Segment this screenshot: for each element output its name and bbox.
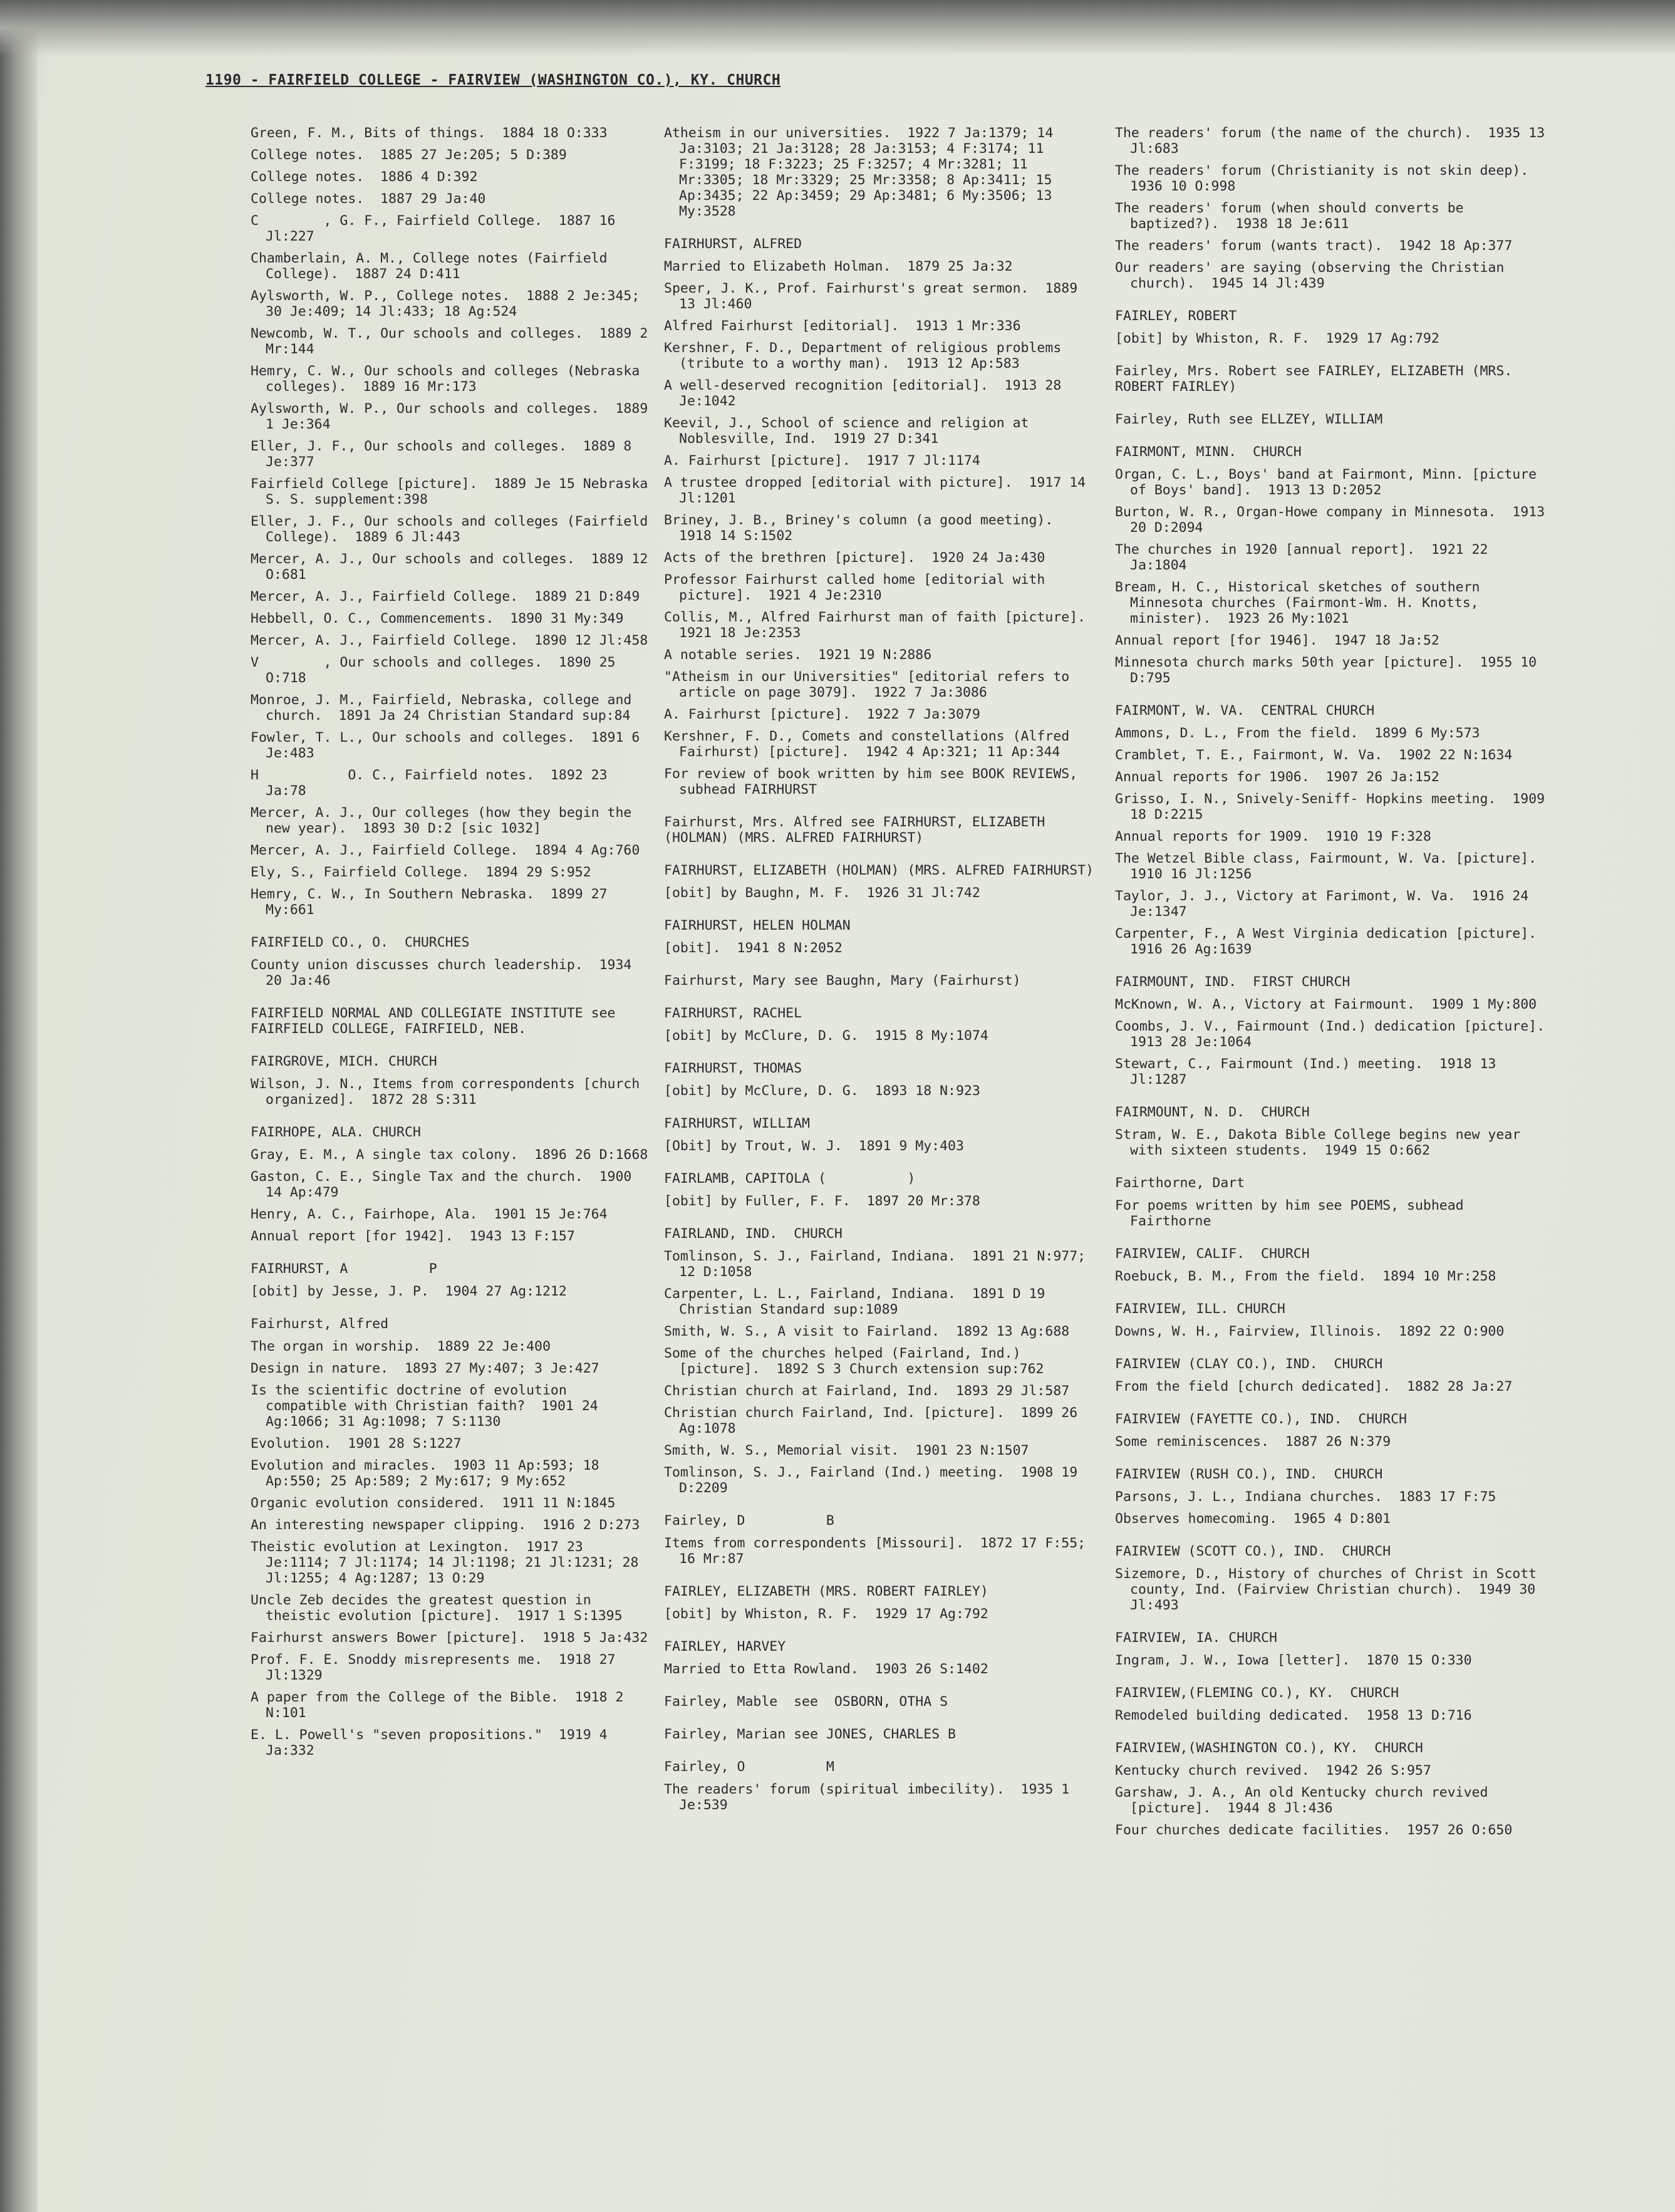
index-entry: [obit] by Whiston, R. F. 1929 17 Ag:792 (664, 1606, 988, 1622)
index-entry: Items from correspondents [Missouri]. 1872 17 F:55; 16 Mr:87 (664, 1535, 1094, 1567)
index-heading: Fairley, Ruth see ELLZEY, WILLIAM (1115, 412, 1383, 427)
index-entry: Four churches dedicate facilities. 1957 26 O:650 (1115, 1822, 1513, 1838)
index-heading: FAIRLEY, ROBERT (1115, 308, 1237, 324)
index-section (1115, 1175, 1547, 1229)
index-entry: E. L. Powell's "seven propositions." 1919 4 Ja:332 (251, 1727, 616, 1758)
index-column-3 (1115, 125, 1561, 1838)
index-entry: Design in nature. 1893 27 My:407; 3 Je:427 (251, 1361, 599, 1376)
index-entry: Mercer, A. J., Fairfield College. 1894 4 Ag:760 (251, 843, 640, 858)
index-heading: FAIRHURST, ELIZABETH (HOLMAN) (MRS. ALFRED FAIRHURST) (664, 863, 1094, 878)
index-heading: FAIRFIELD NORMAL AND COLLEGIATE INSTITUTE see FAIRFIELD COLLEGE, FAIRFIELD, NEB. (251, 1005, 624, 1037)
index-entry: Annual reports for 1909. 1910 19 F:328 (1115, 829, 1431, 844)
index-entry: Parsons, J. L., Indiana churches. 1883 17 F:75 (1115, 1489, 1496, 1505)
index-section (664, 1694, 1096, 1710)
index-entry: College notes. 1885 27 Je:205; 5 D:389 (251, 147, 567, 163)
index-entry: Hemry, C. W., Our schools and colleges (Nebraska colleges). 1889 16 Mr:173 (251, 363, 648, 395)
index-entry: Ely, S., Fairfield College. 1894 29 S:952 (251, 865, 591, 880)
index-entry: Annual report [for 1942]. 1943 13 F:157 (251, 1228, 575, 1244)
index-column-2 (664, 125, 1102, 1813)
index-entry: [obit] by Baughn, M. F. 1926 31 Jl:742 (664, 885, 980, 901)
index-heading: FAIRMOUNT, IND. FIRST CHURCH (1115, 974, 1351, 990)
index-entry: Kershner, F. D., Department of religious problems (tribute to a worthy man). 1913 12 Ap:583 (664, 340, 1070, 371)
index-entry: Mercer, A. J., Fairfield College. 1890 12 Jl:458 (251, 633, 648, 648)
index-heading: FAIRVIEW, CALIF. CHURCH (1115, 1246, 1310, 1262)
index-entry: Chamberlain, A. M., College notes (Fairfield College). 1887 24 D:411 (251, 251, 616, 282)
index-section (664, 1639, 1096, 1677)
index-entry: Wilson, J. N., Items from correspondents [church organized]. 1872 28 S:311 (251, 1076, 648, 1108)
index-section (1115, 1544, 1547, 1613)
index-entry: A well-deserved recognition [editorial]. 1913 28 Je:1042 (664, 378, 1070, 409)
index-section (1115, 974, 1561, 1088)
index-entry: Prof. F. E. Snoddy misrepresents me. 1918 27 Jl:1329 (251, 1652, 624, 1683)
index-heading: FAIRLEY, ELIZABETH (MRS. ROBERT FAIRLEY) (664, 1584, 988, 1599)
index-entry: Evolution and miracles. 1903 11 Ap:593; 18 Ap:550; 25 Ap:589; 2 My:617; 9 My:652 (251, 1458, 608, 1489)
index-entry: [obit]. 1941 8 N:2052 (664, 940, 843, 956)
index-section (251, 1261, 651, 1299)
index-entry: Annual reports for 1906. 1907 26 Ja:152 (1115, 769, 1439, 785)
index-section (664, 125, 1096, 219)
index-entry: A. Fairhurst [picture]. 1917 7 Jl:1174 (664, 453, 980, 469)
index-heading: FAIRLAMB, CAPITOLA ( ) (664, 1171, 916, 1186)
index-section (1115, 1467, 1547, 1527)
index-heading: FAIRVIEW,(WASHINGTON CO.), KY. CHURCH (1115, 1740, 1423, 1756)
index-section (1115, 1630, 1547, 1668)
index-entry: Kentucky church revived. 1942 26 S:957 (1115, 1763, 1431, 1778)
index-entry: Eller, J. F., Our schools and colleges. 1889 8 Je:377 (251, 439, 640, 470)
index-section (1115, 703, 1553, 957)
index-entry: Stram, W. E., Dakota Bible College begins new year with sixteen students. 1949 15 O:662 (1115, 1127, 1529, 1158)
index-entry: Speer, J. K., Prof. Fairhurst's great sermon. 1889 13 Jl:460 (664, 281, 1086, 312)
index-entry: Married to Elizabeth Holman. 1879 25 Ja:32 (664, 259, 1013, 274)
index-section (664, 1584, 1096, 1622)
index-heading: Fairthorne, Dart (1115, 1175, 1245, 1191)
index-section (664, 1171, 1096, 1209)
index-entry: Mercer, A. J., Our schools and colleges. 1889 12 O:681 (251, 551, 656, 583)
index-entry: Downs, W. H., Fairview, Illinois. 1892 22 O:900 (1115, 1324, 1505, 1339)
index-entry: Bream, H. C., Historical sketches of southern Minnesota churches (Fairmont-Wm. H. Knotts, minister). 1923 26 My:1021 (1115, 579, 1488, 626)
index-heading: FAIRVIEW (FAYETTE CO.), IND. CHURCH (1115, 1411, 1407, 1427)
index-entry: Carpenter, F., A West Virginia dedication [picture]. 1916 26 Ag:1639 (1115, 926, 1553, 957)
index-entry: Coombs, J. V., Fairmount (Ind.) dedication [picture]. 1913 28 Je:1064 (1115, 1019, 1561, 1050)
index-entry: Remodeled building dedicated. 1958 13 D:716 (1115, 1708, 1472, 1723)
index-section (251, 1124, 651, 1244)
index-section (1115, 308, 1547, 346)
index-section (664, 1061, 1096, 1099)
index-entry: Kershner, F. D., Comets and constellations (Alfred Fairhurst) [picture]. 1942 4 Ap:321; 11 Ap:344 (664, 729, 1078, 760)
index-section (664, 1759, 1096, 1813)
index-entry: Garshaw, J. A., An old Kentucky church revived [picture]. 1944 8 Jl:436 (1115, 1785, 1496, 1816)
index-heading: FAIRHURST, HELEN HOLMAN (664, 918, 851, 933)
index-section (1115, 412, 1547, 427)
index-heading: FAIRHOPE, ALA. CHURCH (251, 1124, 421, 1140)
index-section (664, 814, 1096, 846)
index-entry: Ammons, D. L., From the field. 1899 6 My:573 (1115, 725, 1480, 741)
index-section (664, 1513, 1096, 1567)
index-section (1115, 1685, 1547, 1723)
index-heading: FAIRMONT, MINN. CHURCH (1115, 444, 1302, 460)
index-entry: For poems written by him see POEMS, subhead Fairthorne (1115, 1198, 1472, 1229)
index-entry: A trustee dropped [editorial with picture]. 1917 14 Jl:1201 (664, 475, 1094, 506)
index-heading: FAIRHURST, THOMAS (664, 1061, 802, 1076)
index-heading: FAIRGROVE, MICH. CHURCH (251, 1054, 437, 1069)
index-entry: Some of the churches helped (Fairland, Ind.) [picture]. 1892 S 3 Church extension sup:762 (664, 1346, 1044, 1377)
index-entry: Is the scientific doctrine of evolution compatible with Christian faith? 1901 24 Ag:1066; 31 Ag:1098; 7 S:1130 (251, 1383, 606, 1430)
index-entry: [obit] by McClure, D. G. 1893 18 N:923 (664, 1083, 980, 1099)
index-entry: Married to Etta Rowland. 1903 26 S:1402 (664, 1661, 988, 1677)
index-heading: FAIRVIEW (SCOTT CO.), IND. CHURCH (1115, 1544, 1391, 1559)
index-entry: Organic evolution considered. 1911 11 N:1845 (251, 1495, 616, 1511)
index-entry: Annual report [for 1946]. 1947 18 Ja:52 (1115, 633, 1439, 648)
index-entry: The readers' forum (Christianity is not skin deep). 1936 10 O:998 (1115, 163, 1545, 194)
index-entry: Mercer, A. J., Fairfield College. 1889 21 D:849 (251, 589, 640, 605)
index-heading: FAIRLEY, HARVEY (664, 1639, 786, 1654)
index-heading: Fairhurst, Mrs. Alfred see FAIRHURST, ELIZABETH (HOLMAN) (MRS. ALFRED FAIRHURST) (664, 814, 1054, 846)
index-entry: Newcomb, W. T., Our schools and colleges. 1889 2 Mr:144 (251, 326, 656, 357)
index-section (664, 1226, 1096, 1496)
index-heading: FAIRHURST, A P (251, 1261, 437, 1277)
index-heading: Fairley, D B (664, 1513, 834, 1529)
index-entry: Smith, W. S., A visit to Fairland. 1892 13 Ag:688 (664, 1324, 1070, 1339)
index-heading: Fairhurst, Alfred (251, 1316, 389, 1332)
index-section (1115, 125, 1553, 291)
index-heading: FAIRVIEW (CLAY CO.), IND. CHURCH (1115, 1356, 1383, 1372)
index-entry: H O. C., Fairfield notes. 1892 23 Ja:78 (251, 767, 616, 799)
index-entry: Fowler, T. L., Our schools and colleges. 1891 6 Je:483 (251, 730, 648, 761)
index-entry: The readers' forum (the name of the church). 1935 13 Jl:683 (1115, 125, 1553, 157)
index-entry: Taylor, J. J., Victory at Farimont, W. Va. 1916 24 Je:1347 (1115, 888, 1537, 920)
index-heading: Fairhurst, Mary see Baughn, Mary (Fairhurst) (664, 973, 1021, 989)
index-entry: Monroe, J. M., Fairfield, Nebraska, college and church. 1891 Ja 24 Christian Standard sup:84 (251, 692, 640, 724)
index-entry: Christian church Fairland, Ind. [picture]. 1899 26 Ag:1078 (664, 1405, 1086, 1436)
index-entry: "Atheism in our Universities" [editorial refers to article on page 3079]. 1922 7 Ja:3086 (664, 669, 1078, 700)
index-entry: Fairhurst answers Bower [picture]. 1918 5 Ja:432 (251, 1630, 648, 1646)
index-entry: Tomlinson, S. J., Fairland, Indiana. 1891 21 N:977; 12 D:1058 (664, 1249, 1094, 1280)
index-section (1115, 444, 1553, 686)
index-entry: The churches in 1920 [annual report]. 1921 22 Ja:1804 (1115, 542, 1496, 573)
index-heading: FAIRHURST, WILLIAM (664, 1116, 810, 1131)
index-entry: Tomlinson, S. J., Fairland (Ind.) meeting. 1908 19 D:2209 (664, 1465, 1086, 1496)
index-entry: The readers' forum (wants tract). 1942 18 Ap:377 (1115, 238, 1513, 254)
index-heading: FAIRFIELD CO., O. CHURCHES (251, 935, 470, 950)
index-entry: Mercer, A. J., Our colleges (how they begin the new year). 1893 30 D:2 [sic 1032] (251, 805, 640, 836)
index-entry: Henry, A. C., Fairhope, Ala. 1901 15 Je:764 (251, 1207, 608, 1222)
index-entry: County union discusses church leadership. 1934 20 Ja:46 (251, 957, 640, 989)
index-entry: Keevil, J., School of science and religion at Noblesville, Ind. 1919 27 D:341 (664, 415, 1037, 447)
index-entry: Stewart, C., Fairmount (Ind.) meeting. 1918 13 Jl:1287 (1115, 1056, 1505, 1088)
index-entry: [obit] by Whiston, R. F. 1929 17 Ag:792 (1115, 331, 1439, 346)
index-section (251, 125, 656, 918)
index-entry: [obit] by McClure, D. G. 1915 8 My:1074 (664, 1028, 988, 1044)
index-heading: Fairley, O M (664, 1759, 834, 1775)
index-entry: Collis, M., Alfred Fairhurst man of faith [picture]. 1921 18 Je:2353 (664, 610, 1102, 641)
running-head: 1190 - FAIRFIELD COLLEGE - FAIRVIEW (WASHINGTON CO.), KY. CHURCH (205, 72, 781, 88)
index-entry: From the field [church dedicated]. 1882 28 Ja:27 (1115, 1379, 1513, 1394)
page-edge-shadow (0, 0, 38, 2212)
index-section (1115, 1356, 1547, 1394)
index-entry: The Wetzel Bible class, Fairmount, W. Va. [picture]. 1910 16 Jl:1256 (1115, 851, 1553, 882)
index-heading: FAIRHURST, ALFRED (664, 236, 802, 252)
index-section (1115, 1246, 1547, 1284)
index-entry: Aylsworth, W. P., Our schools and colleges. 1889 1 Je:364 (251, 401, 656, 432)
index-entry: [obit] by Jesse, J. P. 1904 27 Ag:1212 (251, 1284, 567, 1299)
index-column-1 (251, 125, 656, 1758)
index-section (664, 973, 1096, 989)
index-entry: V , Our schools and colleges. 1890 25 O:718 (251, 655, 624, 686)
index-heading: FAIRVIEW, ILL. CHURCH (1115, 1301, 1285, 1317)
index-entry: College notes. 1887 29 Ja:40 (251, 191, 486, 207)
index-entry: The organ in worship. 1889 22 Je:400 (251, 1339, 551, 1354)
index-entry: A notable series. 1921 19 N:2886 (664, 647, 932, 663)
index-entry: Christian church at Fairland, Ind. 1893 29 Jl:587 (664, 1383, 1070, 1399)
index-entry: Theistic evolution at Lexington. 1917 23 Je:1114; 7 Jl:1174; 14 Jl:1198; 21 Jl:1231; 28 Jl:1255; 4 Ag:1287; 13 O:29 (251, 1539, 647, 1586)
index-section (251, 1005, 651, 1037)
index-entry: Observes homecoming. 1965 4 D:801 (1115, 1511, 1391, 1527)
index-entry: Green, F. M., Bits of things. 1884 18 O:333 (251, 125, 608, 141)
index-entry: Roebuck, B. M., From the field. 1894 10 Mr:258 (1115, 1269, 1496, 1284)
index-section (251, 1054, 651, 1108)
index-entry: Burton, W. R., Organ-Howe company in Minnesota. 1913 20 D:2094 (1115, 504, 1553, 536)
index-entry: Smith, W. S., Memorial visit. 1901 23 N:1507 (664, 1443, 1029, 1458)
index-entry: A paper from the College of the Bible. 1918 2 N:101 (251, 1690, 632, 1721)
index-section (664, 1005, 1096, 1044)
index-entry: Gaston, C. E., Single Tax and the church. 1900 14 Ap:479 (251, 1169, 640, 1200)
index-section (1115, 1740, 1547, 1838)
index-entry: The readers' forum (spiritual imbecility). 1935 1 Je:539 (664, 1782, 1078, 1813)
index-entry: Minnesota church marks 50th year [picture]. 1955 10 D:795 (1115, 655, 1545, 686)
index-entry: For review of book written by him see BOOK REVIEWS, subhead FAIRHURST (664, 766, 1086, 797)
index-section (1115, 363, 1547, 395)
index-entry: College notes. 1886 4 D:392 (251, 169, 478, 185)
index-heading: FAIRVIEW (RUSH CO.), IND. CHURCH (1115, 1467, 1383, 1482)
index-heading: FAIRMOUNT, N. D. CHURCH (1115, 1104, 1310, 1120)
index-heading: FAIRVIEW, IA. CHURCH (1115, 1630, 1277, 1646)
index-heading: FAIRHURST, RACHEL (664, 1005, 802, 1021)
index-entry: [Obit] by Trout, W. J. 1891 9 My:403 (664, 1138, 964, 1154)
index-entry: Acts of the brethren [picture]. 1920 24 Ja:430 (664, 550, 1045, 566)
index-heading: FAIRVIEW,(FLEMING CO.), KY. CHURCH (1115, 1685, 1399, 1701)
index-entry: Evolution. 1901 28 S:1227 (251, 1436, 462, 1451)
index-section (1115, 1301, 1547, 1339)
index-section (664, 918, 1096, 956)
index-entry: Our readers' are saying (observing the Christian church). 1945 14 Jl:439 (1115, 260, 1513, 291)
index-section (251, 1316, 651, 1758)
index-entry: [obit] by Fuller, F. F. 1897 20 Mr:378 (664, 1193, 980, 1209)
index-entry: The readers' forum (when should converts be baptized?). 1938 18 Je:611 (1115, 200, 1472, 232)
index-heading: FAIRLAND, IND. CHURCH (664, 1226, 843, 1242)
index-section (1115, 1104, 1547, 1158)
index-entry: Sizemore, D., History of churches of Christ in Scott county, Ind. (Fairview Christian church). 1949 30 Jl:493 (1115, 1566, 1545, 1613)
index-entry: C , G. F., Fairfield College. 1887 16 Jl:227 (251, 213, 624, 244)
index-entry: Gray, E. M., A single tax colony. 1896 26 D:1668 (251, 1147, 648, 1163)
index-entry: Eller, J. F., Our schools and colleges (Fairfield College). 1889 6 Jl:443 (251, 514, 656, 545)
index-entry: Alfred Fairhurst [editorial]. 1913 1 Mr:336 (664, 318, 1021, 334)
index-entry: Professor Fairhurst called home [editorial with picture]. 1921 4 Je:2310 (664, 572, 1054, 603)
index-section (251, 935, 651, 989)
index-entry: An interesting newspaper clipping. 1916 2 D:273 (251, 1517, 640, 1533)
index-entry: Uncle Zeb decides the greatest question in theistic evolution [picture]. 1917 1 S:1395 (251, 1592, 623, 1624)
index-entry: A. Fairhurst [picture]. 1922 7 Ja:3079 (664, 707, 980, 722)
index-section (664, 1116, 1096, 1154)
index-entry: Cramblet, T. E., Fairmont, W. Va. 1902 22 N:1634 (1115, 747, 1513, 763)
index-section (664, 863, 1096, 901)
index-entry: Organ, C. L., Boys' band at Fairmont, Minn. [picture of Boys' band]. 1913 13 D:2052 (1115, 467, 1545, 498)
index-heading: FAIRMONT, W. VA. CENTRAL CHURCH (1115, 703, 1375, 719)
index-entry: Grisso, I. N., Snively-Seniff- Hopkins meeting. 1909 18 D:2215 (1115, 791, 1553, 823)
top-edge-shadow (0, 0, 1675, 56)
index-entry: Briney, J. B., Briney's column (a good meeting). 1918 14 S:1502 (664, 512, 1070, 544)
index-entry: Ingram, J. W., Iowa [letter]. 1870 15 O:330 (1115, 1653, 1472, 1668)
index-entry: Carpenter, L. L., Fairland, Indiana. 1891 D 19 Christian Standard sup:1089 (664, 1286, 1054, 1317)
index-heading: Fairley, Marian see JONES, CHARLES B (664, 1727, 956, 1742)
index-entry: Fairfield College [picture]. 1889 Je 15 Nebraska S. S. supplement:398 (251, 476, 656, 507)
index-section (664, 236, 1102, 797)
index-heading: Fairley, Mable see OSBORN, OTHA S (664, 1694, 948, 1710)
index-entry: Aylsworth, W. P., College notes. 1888 2 Je:345; 30 Je:409; 14 Jl:433; 18 Ag:524 (251, 288, 648, 319)
index-entry: Atheism in our universities. 1922 7 Ja:1379; 14 Ja:3103; 21 Ja:3128; 28 Ja:3153; 4 F:3174; 11 F:3199; 18 F:3223; 25 F:3257; 4 Mr:3281; 11 Mr:3305; 18 Mr:3329; 25 Mr:3358; 8 Ap:3411; 15 Ap:3435; 22 Ap:3459; 29 Ap:3481; 6 My:3506; 13 My:3528 (664, 125, 1062, 219)
index-entry: Hebbell, O. C., Commencements. 1890 31 My:349 (251, 611, 624, 626)
index-entry: Some reminiscences. 1887 26 N:379 (1115, 1434, 1391, 1450)
index-section (664, 1727, 1096, 1742)
index-entry: McKnown, W. A., Victory at Fairmount. 1909 1 My:800 (1115, 997, 1537, 1012)
index-heading: Fairley, Mrs. Robert see FAIRLEY, ELIZABETH (MRS. ROBERT FAIRLEY) (1115, 363, 1521, 395)
index-entry: Hemry, C. W., In Southern Nebraska. 1899 27 My:661 (251, 886, 616, 918)
index-section (1115, 1411, 1547, 1450)
